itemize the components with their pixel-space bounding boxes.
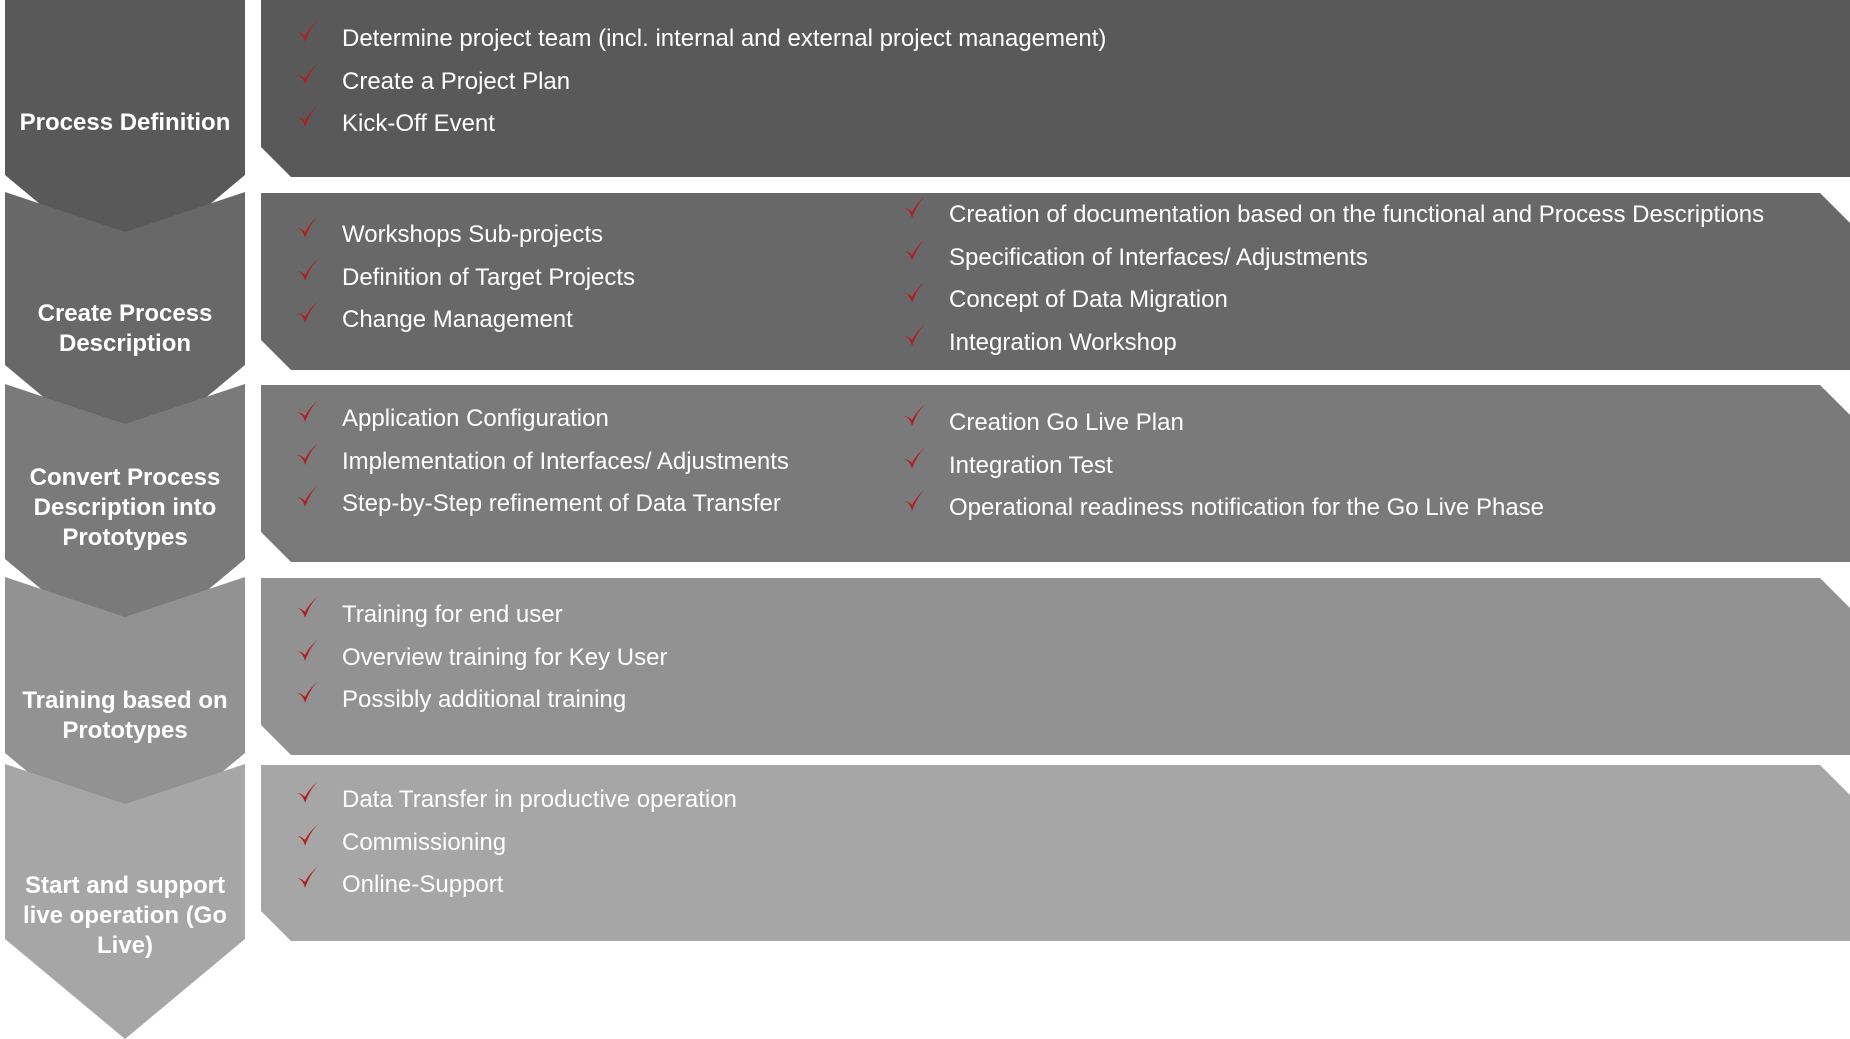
phase-title: Convert Process Description into Prototypes — [29, 464, 221, 551]
red-checkmark-icon — [903, 236, 929, 264]
activity-text: Data Transfer in productive operation — [342, 786, 737, 813]
activity-text: Definition of Target Projects — [342, 263, 636, 291]
activity-text: Integration Test — [949, 451, 1113, 479]
red-checkmark-icon — [296, 440, 322, 468]
red-checkmark-icon — [296, 778, 322, 806]
red-checkmark-icon — [296, 256, 322, 284]
activity-text: Creation Go Live Plan — [949, 409, 1184, 436]
red-checkmark-icon — [296, 678, 322, 706]
activity-text: Concept of Data Migration — [949, 286, 1228, 313]
phase-activities-band — [261, 0, 1850, 177]
red-checkmark-icon — [903, 486, 929, 514]
phase-chevron — [5, 764, 245, 1039]
activity-text: Overview training for Key User — [342, 643, 668, 671]
phase-activities-band — [261, 193, 1850, 370]
phase-activities-band — [261, 578, 1850, 755]
red-checkmark-icon — [296, 397, 322, 425]
activity-text: Kick-Off Event — [342, 110, 495, 137]
activity-text: Creation of documentation based on the functional and Process Descriptions — [949, 201, 1765, 228]
red-checkmark-icon — [903, 401, 929, 429]
red-checkmark-icon — [903, 444, 929, 472]
activity-text: Change Management — [342, 306, 573, 333]
activity-text: Integration Workshop — [949, 328, 1177, 356]
activity-text: Commissioning — [342, 828, 507, 856]
activity-text: Workshops Sub-projects — [342, 221, 603, 248]
red-checkmark-icon — [903, 321, 929, 349]
activity-text: Determine project team (incl. internal and external project management) — [342, 25, 1107, 52]
red-checkmark-icon — [296, 821, 322, 849]
red-checkmark-icon — [296, 482, 322, 510]
red-checkmark-icon — [296, 593, 322, 621]
activity-text: Online-Support — [342, 871, 504, 898]
red-checkmark-icon — [903, 278, 929, 306]
red-checkmark-icon — [296, 636, 322, 664]
activity-text: Possibly additional training — [342, 686, 627, 713]
phase-title: Create Process Description — [37, 300, 213, 357]
red-checkmark-icon — [903, 193, 929, 221]
activity-text: Training for end user — [342, 601, 563, 628]
phase-activities-band — [261, 385, 1850, 562]
phase-title: Start and support live operation (Go Live) — [22, 872, 228, 959]
phase-activities-band — [261, 765, 1850, 941]
activity-text: Create a Project Plan — [342, 67, 571, 95]
activity-text: Application Configuration — [342, 405, 609, 432]
red-checkmark-icon — [296, 213, 322, 241]
activity-text: Step-by-Step refinement of Data Transfer — [342, 490, 781, 517]
activity-text: Specification of Interfaces/ Adjustments — [949, 243, 1368, 271]
red-checkmark-icon — [296, 17, 322, 45]
phase-title: Training based on Prototypes — [22, 687, 228, 744]
red-checkmark-icon — [296, 863, 322, 891]
red-checkmark-icon — [296, 60, 322, 88]
red-checkmark-icon — [296, 298, 322, 326]
phase-title: Process Definition — [19, 109, 231, 136]
red-checkmark-icon — [296, 102, 322, 130]
activity-text: Implementation of Interfaces/ Adjustments — [342, 447, 789, 475]
activity-text: Operational readiness notification for the Go Live Phase — [949, 494, 1545, 521]
